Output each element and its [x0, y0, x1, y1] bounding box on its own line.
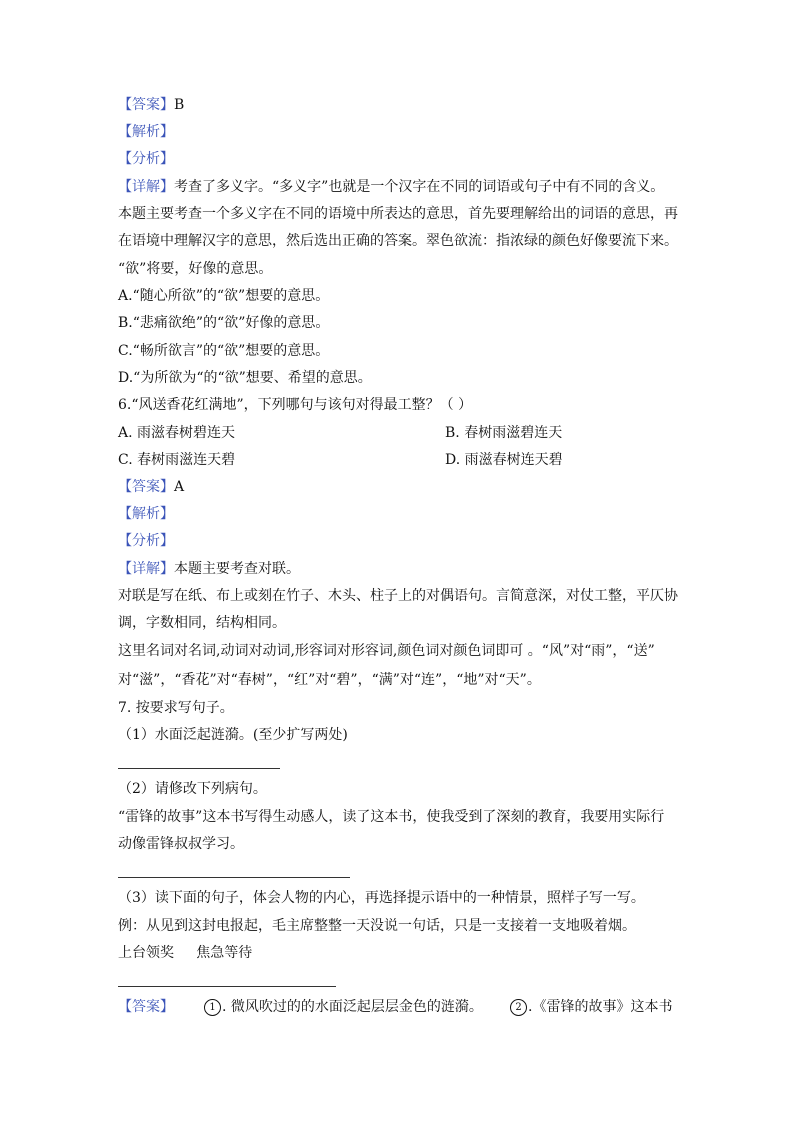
q6-option-c: C. 春树雨滋连天碧: [118, 452, 236, 468]
q5-option-c: C.“畅所欲言”的“欲”想要的意思。: [118, 343, 330, 359]
q7-sub2: （2）请修改下列病句。: [118, 781, 267, 797]
q6-option-a: A. 雨滋春树碧连天: [118, 425, 236, 441]
q7-sub2-line-2: 动像雷锋叔叔学习。: [118, 836, 244, 852]
q6-answer-line: [118, 477, 184, 497]
answer-tag: 【答案】: [118, 97, 174, 113]
q5-detail-line-3: 在语境中理解汉字的意思，然后选出正确的答案。翠色欲流：指浓绿的颜色好像要流下来。: [118, 233, 678, 249]
q6-detail-line-1: 对联是写在纸、布上或刻在竹子、木头、柱子上的对偶语句。言简意深，对仗工整，平仄协: [118, 588, 678, 604]
fenxi-tag: 【分析】: [118, 533, 174, 549]
answer-tag: 【答案】: [118, 479, 174, 495]
answer-value: A: [174, 479, 185, 495]
answer-tag: 【答案】: [118, 999, 174, 1015]
q7-answer-line: [118, 997, 174, 1017]
q5-detail-line-1: 【详解】考查了多义字。“多义字”也就是一个汉字在不同的词语或句子中有不同的含义。: [118, 179, 665, 195]
q7-answer-1: 1 . 微风吹过的的水面泛起层层金色的涟漪。: [204, 997, 483, 1017]
q7-example: 例：从见到这封电报起，毛主席整整一天没说一句话，只是一支接着一支地吸着烟。: [118, 918, 636, 934]
q6-stem: 6.“风送香花红满地”，下列哪句与该句对得最工整？（ ）: [118, 397, 473, 413]
q6-detail-line-4: 对“滋”，“香花”对“春树”，“红”对“碧”，“满”对“连”，“地”对“天”。: [118, 672, 541, 688]
q7-stem: 7. 按要求写句子。: [118, 700, 234, 716]
q7-sub1: （1）水面泛起涟漪。(至少扩写两处): [118, 727, 348, 743]
q6-detail-first: 【详解】本题主要考查对联。: [118, 561, 300, 577]
answer-value: B: [174, 97, 185, 113]
answer-blank-line-1: [118, 768, 280, 769]
q5-option-d: D.“为所欲为“的“欲”想要、希望的意思。: [118, 370, 372, 386]
fenxi-tag: 【分析】: [118, 151, 174, 167]
q6-option-d: D. 雨滋春树连天碧: [445, 452, 563, 468]
q7-sub3: （3）读下面的句子，体会人物的内心，再选择提示语中的一种情景，照样子写一写。: [118, 890, 645, 906]
q6-option-b: B. 春树雨滋碧连天: [445, 425, 563, 441]
q5-answer-line: [118, 95, 184, 115]
q6-detail-line-2: 调，字数相同，结构相同。: [118, 615, 286, 631]
q7-sub2-line-1: “雷锋的故事”这本书写得生动感人，读了这本书，使我受到了深刻的教育，我要用实际行: [118, 809, 665, 825]
xiangjie-tag: 【详解】: [118, 561, 174, 577]
jiexi-tag: 【解析】: [118, 124, 174, 140]
q7-prompts: 上台领奖 焦急等待: [118, 945, 253, 961]
answer-blank-line-2: [118, 877, 350, 878]
jiexi-tag: 【解析】: [118, 506, 174, 522]
q5-detail-line-2: 本题主要考查一个多义字在不同的语境中所表达的意思，首先要理解给出的词语的意思，再: [118, 206, 678, 222]
circled-number-2: 2: [510, 999, 527, 1016]
q5-option-b: B.“悲痛欲绝”的“欲”好像的意思。: [118, 315, 330, 331]
answer-blank-line-3: [118, 986, 336, 987]
q6-detail-line-3: 这里名词对名词,动词对动词,形容词对形容词,颜色词对颜色词即可 。“风”对“雨”，“送”: [118, 643, 655, 659]
circled-number-1: 1: [204, 999, 221, 1016]
q7-answer-2: 2 .《雷锋的故事》这本书: [510, 997, 672, 1017]
xiangjie-tag: 【详解】: [118, 179, 174, 195]
q5-detail-line-4: “欲”将要，好像的意思。: [118, 261, 273, 277]
q5-option-a: A.“随心所欲”的“欲”想要的意思。: [118, 288, 330, 304]
